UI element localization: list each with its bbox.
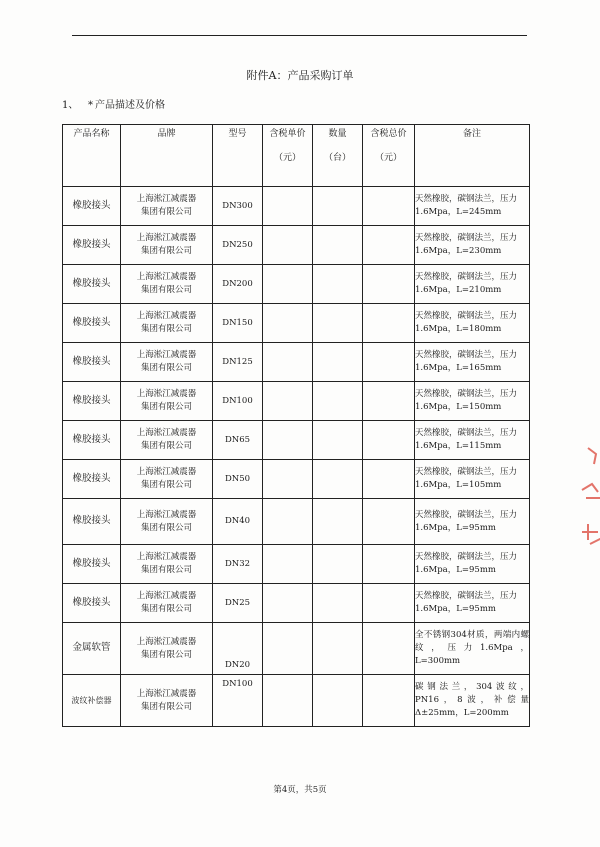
brand-line-2: 集团有限公司	[140, 246, 192, 256]
cell-product-name: 橡胶接头	[63, 187, 121, 226]
cell-total-price	[363, 187, 415, 226]
cell-brand	[121, 545, 213, 584]
brand-line-2: 集团有限公司	[140, 207, 192, 217]
cell-unit-price	[263, 499, 313, 545]
section-heading	[62, 96, 165, 111]
table-row	[63, 499, 530, 545]
purchase-order-table	[62, 124, 530, 727]
cell-total-price	[363, 584, 415, 623]
seal-stamp	[568, 440, 600, 570]
header-model: 型号	[213, 125, 263, 187]
cell-product-name: 橡胶接头	[63, 343, 121, 382]
table-row	[63, 382, 530, 421]
brand-line-1: 上海淞江减震器	[136, 272, 197, 283]
cell-note: 天然橡胶，碳钢法兰，压力1.6Mpa，L=165mm	[415, 343, 530, 382]
brand-line-2: 集团有限公司	[140, 565, 192, 575]
cell-note: 天然橡胶，碳钢法兰，压力1.6Mpa，L=115mm	[415, 421, 530, 460]
cell-brand	[121, 187, 213, 226]
brand-line-1: 上海淞江减震器	[136, 389, 197, 400]
cell-quantity	[313, 584, 363, 623]
cell-total-price	[363, 460, 415, 499]
header-brand: 品牌	[121, 125, 213, 187]
cell-unit-price	[263, 304, 313, 343]
cell-brand	[121, 499, 213, 545]
cell-product-name: 橡胶接头	[63, 226, 121, 265]
header-total-price	[363, 125, 415, 187]
cell-brand	[121, 265, 213, 304]
cell-product-name: 橡胶接头	[63, 460, 121, 499]
cell-model: DN25	[213, 584, 263, 623]
document-title: 附件A：产品采购订单	[246, 69, 354, 82]
cell-note: 天然橡胶，碳钢法兰，压力1.6Mpa，L=245mm	[415, 187, 530, 226]
cell-total-price	[363, 304, 415, 343]
table-row	[63, 460, 530, 499]
cell-quantity	[313, 460, 363, 499]
cell-model: DN100	[213, 675, 263, 727]
cell-unit-price	[263, 226, 313, 265]
cell-brand	[121, 460, 213, 499]
header-quantity-label: 数量	[328, 129, 347, 139]
cell-model: DN32	[213, 545, 263, 584]
cell-brand	[121, 623, 213, 675]
cell-unit-price	[263, 545, 313, 584]
table-row	[63, 343, 530, 382]
brand-line-2: 集团有限公司	[140, 441, 192, 451]
header-total-price-unit: （元）	[374, 152, 402, 163]
cell-product-name: 橡胶接头	[63, 499, 121, 545]
cell-model: DN200	[213, 265, 263, 304]
cell-quantity	[313, 265, 363, 304]
table-row	[63, 187, 530, 226]
cell-model: DN300	[213, 187, 263, 226]
cell-unit-price	[263, 460, 313, 499]
table-row	[63, 675, 530, 727]
brand-line-2: 集团有限公司	[140, 604, 192, 614]
brand-line-2: 集团有限公司	[140, 285, 192, 295]
cell-quantity	[313, 623, 363, 675]
cell-total-price	[363, 226, 415, 265]
brand-line-1: 上海淞江减震器	[136, 509, 197, 520]
cell-unit-price	[263, 265, 313, 304]
cell-model: DN100	[213, 382, 263, 421]
table-row	[63, 421, 530, 460]
cell-total-price	[363, 545, 415, 584]
cell-product-name: 橡胶接头	[63, 382, 121, 421]
cell-model: DN20	[213, 623, 263, 675]
brand-line-2: 集团有限公司	[140, 701, 192, 712]
brand-line-1: 上海淞江减震器	[136, 467, 197, 478]
cell-quantity	[313, 343, 363, 382]
cell-quantity	[313, 382, 363, 421]
header-unit-price-label: 含税单价	[269, 129, 306, 139]
cell-note: 天然橡胶，碳钢法兰，压力1.6Mpa，L=105mm	[415, 460, 530, 499]
cell-unit-price	[263, 584, 313, 623]
cell-note: 碳钢法兰，304波纹，PN16，8波，补偿量Δ±25mm，L=200mm	[415, 675, 530, 727]
cell-product-name: 橡胶接头	[63, 304, 121, 343]
header-product-name: 产品名称	[63, 125, 121, 187]
header-unit-price-unit: （元）	[273, 152, 301, 163]
cell-unit-price	[263, 187, 313, 226]
cell-product-name: 橡胶接头	[63, 584, 121, 623]
cell-total-price	[363, 675, 415, 727]
brand-line-1: 上海淞江减震器	[136, 428, 197, 439]
table-row	[63, 623, 530, 675]
brand-line-2: 集团有限公司	[140, 649, 192, 660]
cell-note: 天然橡胶，碳钢法兰，压力1.6Mpa，L=150mm	[415, 382, 530, 421]
cell-note: 天然橡胶，碳钢法兰，压力1.6Mpa，L=95mm	[415, 545, 530, 584]
cell-model: DN65	[213, 421, 263, 460]
cell-quantity	[313, 421, 363, 460]
seal-stamp-icon	[568, 440, 600, 570]
cell-quantity	[313, 187, 363, 226]
cell-note: 天然橡胶，碳钢法兰，压力1.6Mpa，L=180mm	[415, 304, 530, 343]
brand-line-1: 上海淞江减震器	[136, 688, 197, 699]
cell-note: 天然橡胶，碳钢法兰，压力1.6Mpa，L=95mm	[415, 584, 530, 623]
cell-brand	[121, 343, 213, 382]
brand-line-1: 上海淞江减震器	[136, 552, 197, 563]
cell-note: 天然橡胶，碳钢法兰，压力1.6Mpa，L=95mm	[415, 499, 530, 545]
cell-product-name: 橡胶接头	[63, 265, 121, 304]
cell-brand	[121, 304, 213, 343]
header-unit-price	[263, 125, 313, 187]
header-quantity-unit: （台）	[323, 152, 351, 163]
cell-brand	[121, 675, 213, 727]
cell-model: DN125	[213, 343, 263, 382]
cell-unit-price	[263, 675, 313, 727]
brand-line-1: 上海淞江减震器	[136, 194, 197, 205]
cell-product-name: 橡胶接头	[63, 545, 121, 584]
cell-model: DN250	[213, 226, 263, 265]
cell-product-name: 波纹补偿器	[63, 675, 121, 727]
cell-note: 天然橡胶，碳钢法兰，压力1.6Mpa，L=230mm	[415, 226, 530, 265]
brand-line-1: 上海淞江减震器	[136, 350, 197, 361]
table-row	[63, 584, 530, 623]
table-row	[63, 226, 530, 265]
cell-brand	[121, 226, 213, 265]
table-row	[63, 545, 530, 584]
page-footer: 第4页，共5页	[273, 785, 327, 795]
required-star: *	[88, 100, 93, 111]
brand-line-2: 集团有限公司	[140, 522, 192, 533]
cell-total-price	[363, 265, 415, 304]
brand-line-1: 上海淞江减震器	[136, 311, 197, 322]
cell-unit-price	[263, 623, 313, 675]
section-title: 产品描述及价格	[95, 100, 165, 111]
cell-total-price	[363, 421, 415, 460]
cell-unit-price	[263, 421, 313, 460]
cell-note: 全不锈钢304材质，两端内螺纹，压力1.6Mpa，L=300mm	[415, 623, 530, 675]
cell-total-price	[363, 382, 415, 421]
brand-line-1: 上海淞江减震器	[136, 233, 197, 244]
brand-line-2: 集团有限公司	[140, 363, 192, 373]
section-number: 1、	[62, 100, 79, 111]
cell-product-name: 金属软管	[63, 623, 121, 675]
cell-brand	[121, 382, 213, 421]
cell-quantity	[313, 499, 363, 545]
table-header-row	[63, 125, 530, 187]
header-rule	[72, 35, 527, 36]
header-note: 备注	[415, 125, 530, 187]
cell-note: 天然橡胶，碳钢法兰，压力1.6Mpa，L=210mm	[415, 265, 530, 304]
cell-quantity	[313, 545, 363, 584]
brand-line-2: 集团有限公司	[140, 402, 192, 412]
cell-quantity	[313, 226, 363, 265]
cell-brand	[121, 421, 213, 460]
brand-line-2: 集团有限公司	[140, 480, 192, 490]
table-row	[63, 304, 530, 343]
cell-unit-price	[263, 343, 313, 382]
cell-model: DN40	[213, 499, 263, 545]
cell-total-price	[363, 499, 415, 545]
table-row	[63, 265, 530, 304]
cell-total-price	[363, 623, 415, 675]
header-total-price-label: 含税总价	[370, 129, 407, 139]
cell-quantity	[313, 304, 363, 343]
cell-quantity	[313, 675, 363, 727]
brand-line-1: 上海淞江减震器	[136, 636, 197, 647]
cell-model: DN150	[213, 304, 263, 343]
brand-line-1: 上海淞江减震器	[136, 591, 197, 602]
cell-brand	[121, 584, 213, 623]
brand-line-2: 集团有限公司	[140, 324, 192, 334]
cell-product-name: 橡胶接头	[63, 421, 121, 460]
cell-unit-price	[263, 382, 313, 421]
cell-total-price	[363, 343, 415, 382]
header-quantity	[313, 125, 363, 187]
cell-model: DN50	[213, 460, 263, 499]
